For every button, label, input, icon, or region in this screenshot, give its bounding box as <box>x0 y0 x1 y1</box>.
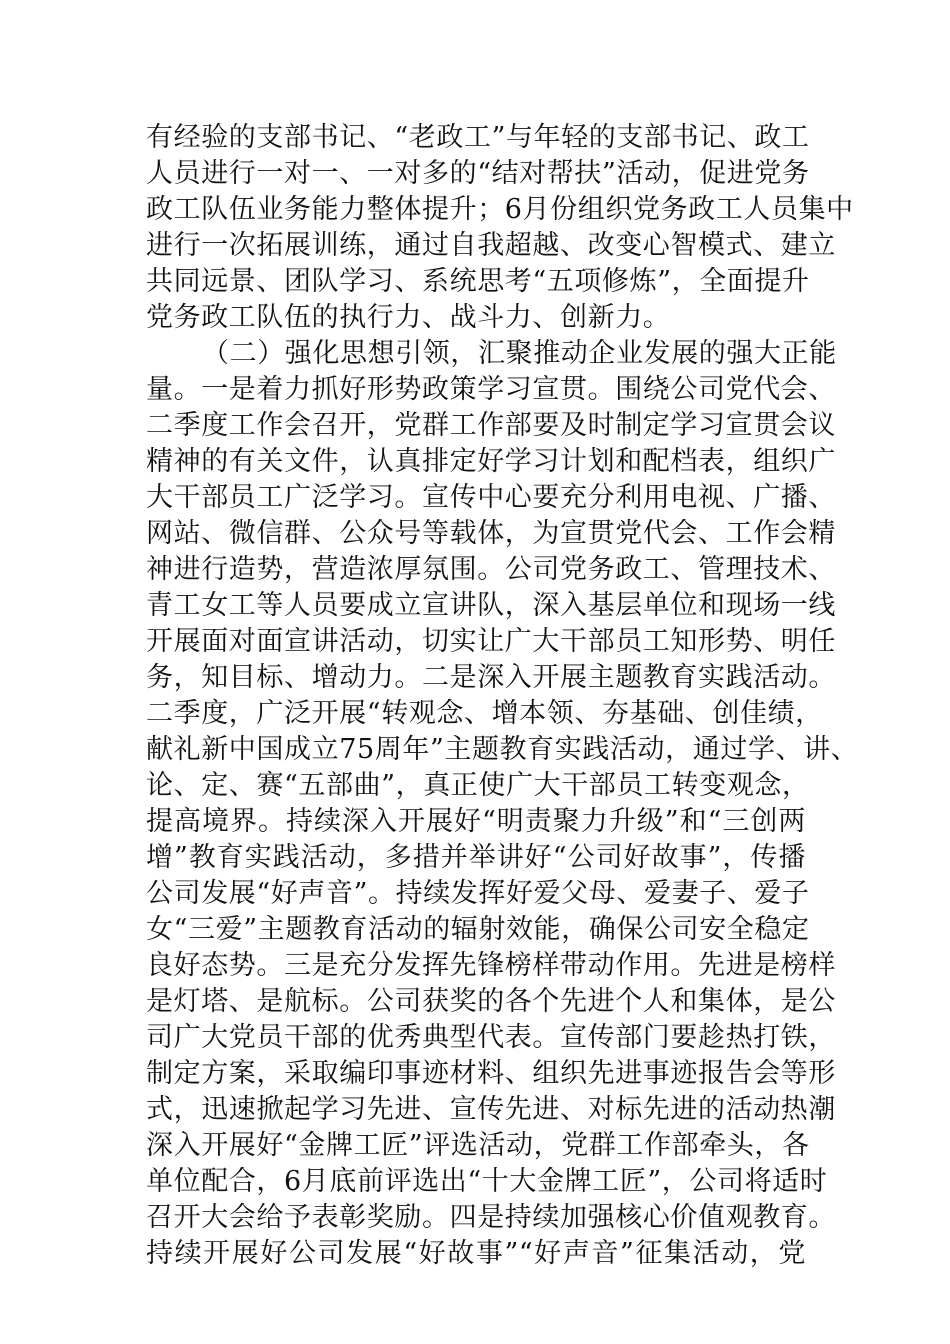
text-line: 精神的有关文件，认真排定好学习计划和配档表，组织广 <box>146 446 836 477</box>
text-line: 神进行造势，营造浓厚氛围。公司党务政工、管理技术、 <box>146 554 836 585</box>
text-line: 进行一次拓展训练，通过自我超越、改变心智模式、建立 <box>146 230 836 261</box>
text-line: 量。一是着力抓好形势政策学习宣贯。围绕公司党代会、 <box>146 374 836 405</box>
text-line: 开展面对面宣讲活动，切实让广大干部员工知形势、明任 <box>146 626 836 657</box>
body-text <box>146 120 859 1272</box>
text-line: 党务政工队伍的执行力、战斗力、创新力。 <box>146 302 671 333</box>
text-line: 持续开展好公司发展“好故事”“好声音”征集活动，党 <box>146 1238 806 1269</box>
text-line: 二季度工作会召开，党群工作部要及时制定学习宣贯会议 <box>146 410 836 441</box>
text-line: 公司发展“好声音”。持续发挥好爱父母、爱妻子、爱子 <box>146 878 810 909</box>
text-line: 共同远景、团队学习、系统思考“五项修炼”，全面提升 <box>146 266 810 297</box>
text-line: 是灯塔、是航标。公司获奖的各个先进个人和集体，是公 <box>146 986 836 1017</box>
text-line: 人员进行一对一、一对多的“结对帮扶”活动，促进党务 <box>146 158 810 189</box>
text-line: 务，知目标、增动力。二是深入开展主题教育实践活动。 <box>146 662 836 693</box>
text-line: 良好态势。三是充分发挥先锋榜样带动作用。先进是榜样 <box>146 950 836 981</box>
text-line: 制定方案，采取编印事迹材料、组织先进事迹报告会等形 <box>146 1058 836 1089</box>
text-line: 网站、微信群、公众号等载体，为宣贯党代会、工作会精 <box>146 518 836 549</box>
text-line: 单位配合，6月底前评选出“十大金牌工匠”，公司将适时 <box>146 1166 828 1197</box>
text-line: 青工女工等人员要成立宣讲队，深入基层单位和现场一线 <box>146 590 836 621</box>
text-line: 深入开展好“金牌工匠”评选活动，党群工作部牵头，各 <box>146 1130 810 1161</box>
section-heading-line: （二）强化思想引领，汇聚推动企业发展的强大正能 <box>202 338 837 369</box>
text-line: 政工队伍业务能力整体提升；6月份组织党务政工人员集中 <box>146 194 854 225</box>
text-line: 有经验的支部书记、“老政工”与年轻的支部书记、政工 <box>146 122 810 153</box>
text-line: 二季度，广泛开展“转观念、增本领、夯基础、创佳绩， <box>146 698 823 729</box>
text-line: 大干部员工广泛学习。宣传中心要充分利用电视、广播、 <box>146 482 836 513</box>
text-line: 论、定、赛“五部曲”，真正使广大干部员工转变观念， <box>146 770 810 801</box>
text-line: 女“三爱”主题教育活动的辐射效能，确保公司安全稳定 <box>146 914 810 945</box>
text-line: 献礼新中国成立75周年”主题教育实践活动，通过学、讲、 <box>146 734 859 765</box>
text-line: 召开大会给予表彰奖励。四是持续加强核心价值观教育。 <box>146 1202 836 1233</box>
text-line: 式，迅速掀起学习先进、宣传先进、对标先进的活动热潮 <box>146 1094 836 1125</box>
text-line: 增”教育实践活动，多措并举讲好“公司好故事”，传播 <box>146 842 806 873</box>
text-line: 司广大党员干部的优秀典型代表。宣传部门要趁热打铁， <box>146 1022 836 1053</box>
text-line: 提高境界。持续深入开展好“明责聚力升级”和“三创两 <box>146 806 806 837</box>
